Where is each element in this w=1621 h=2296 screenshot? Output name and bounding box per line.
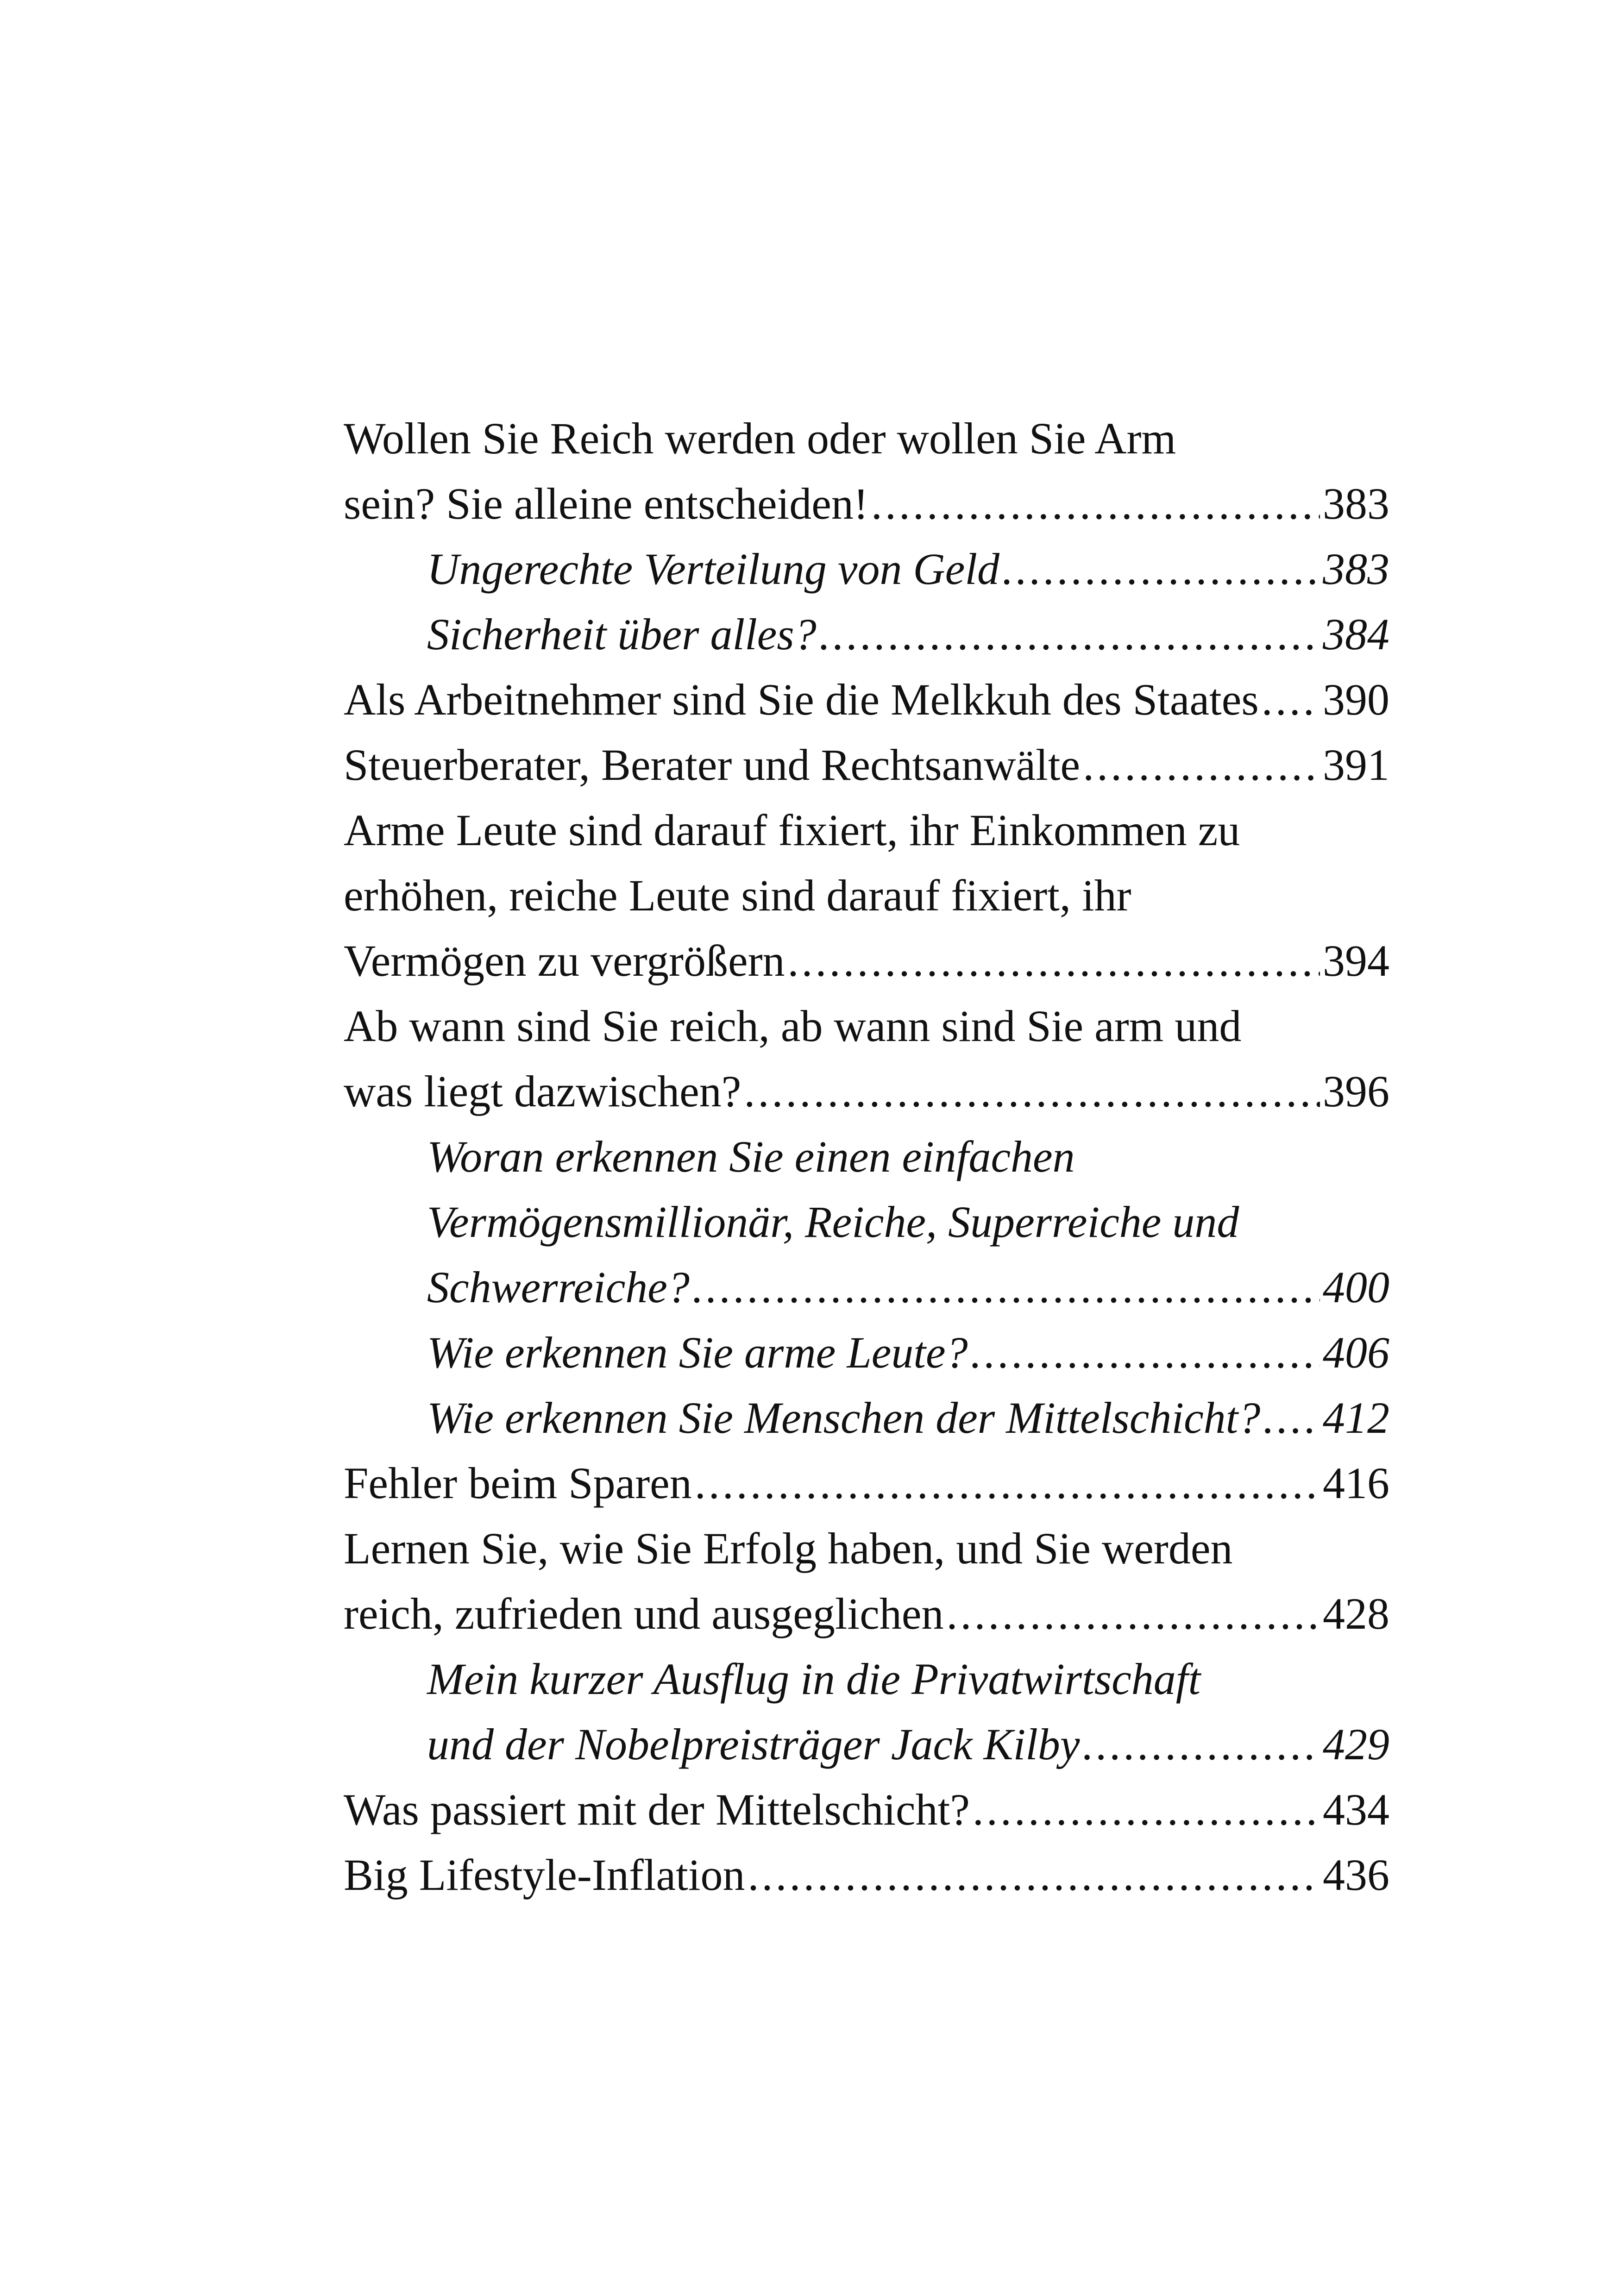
toc-entry-title: Sicherheit über alles? (427, 609, 817, 659)
dot-leader (871, 471, 1320, 536)
dot-leader (971, 1320, 1320, 1385)
toc-entry-title: reich, zufrieden und ausgeglichen (344, 1589, 944, 1638)
toc-entry-line (344, 406, 1389, 471)
toc-entry-title: Vermögen zu vergrößern (344, 936, 785, 985)
page-number: 434 (1323, 1785, 1389, 1834)
dot-leader (748, 1842, 1320, 1907)
toc-entry-title: Fehler beim Sparen (344, 1458, 692, 1508)
toc-entry-title: Steuerberater, Berater und Rechtsanwälte (344, 740, 1081, 790)
toc-entry-title: Mein kurzer Ausflug in die Privatwirtschaft (427, 1654, 1201, 1704)
toc-subentry-line (344, 1385, 1389, 1450)
dot-leader (1002, 536, 1320, 602)
dot-leader (1263, 1385, 1320, 1450)
page-number: 390 (1323, 675, 1389, 724)
dot-leader (788, 928, 1320, 993)
toc-entry-title: Woran erkennen Sie einen einfachen (427, 1132, 1075, 1181)
toc-entry-title: Was passiert mit der Mittelschicht? (344, 1785, 970, 1834)
toc-entry-title: Vermögensmillionär, Reiche, Superreiche und (427, 1197, 1239, 1247)
toc-entry-title: Wollen Sie Reich werden oder wollen Sie Arm (344, 414, 1176, 463)
toc-entry-title: Big Lifestyle-Inflation (344, 1850, 745, 1900)
dot-leader (946, 1581, 1320, 1646)
dot-leader (692, 1255, 1320, 1320)
toc-subentry-line (344, 1255, 1389, 1320)
dot-leader (744, 1059, 1320, 1124)
toc-entry-line (344, 732, 1389, 797)
page-number: 428 (1323, 1589, 1389, 1638)
toc-subentry-line (344, 602, 1389, 667)
page-number: 400 (1323, 1262, 1389, 1312)
page-number: 429 (1323, 1719, 1389, 1769)
toc-entry-title: was liegt dazwischen? (344, 1066, 741, 1116)
toc-entry-title: Wie erkennen Sie arme Leute? (427, 1328, 968, 1377)
page-number: 406 (1323, 1328, 1389, 1377)
page-number: 383 (1323, 544, 1389, 594)
page-number: 396 (1323, 1066, 1389, 1116)
toc-entry-line (344, 1777, 1389, 1842)
toc-entry-title: Wie erkennen Sie Menschen der Mittelschicht? (427, 1393, 1261, 1443)
toc-entry-title: Als Arbeitnehmer sind Sie die Melkkuh des Staates (344, 675, 1259, 724)
toc-entry-title: Schwerreiche? (427, 1262, 690, 1312)
toc-entry-line (344, 1516, 1389, 1581)
toc-entry-line (344, 928, 1389, 993)
page-number: 391 (1323, 740, 1389, 790)
toc-entry-title: sein? Sie alleine entscheiden! (344, 479, 868, 528)
dot-leader (973, 1777, 1320, 1842)
dot-leader (695, 1450, 1320, 1516)
toc-subentry-line (344, 1189, 1389, 1255)
page-number: 416 (1323, 1458, 1389, 1508)
dot-leader (1083, 732, 1320, 797)
page-number: 384 (1323, 609, 1389, 659)
toc-entry-line (344, 667, 1389, 732)
toc-subentry-line (344, 1646, 1389, 1712)
toc-entry-title: Ab wann sind Sie reich, ab wann sind Sie arm und (344, 1001, 1242, 1051)
toc-subentry-line (344, 1320, 1389, 1385)
toc-entry-line (344, 1059, 1389, 1124)
dot-leader (1083, 1712, 1320, 1777)
page-number: 436 (1323, 1850, 1389, 1900)
dot-leader (1262, 667, 1320, 732)
toc-entry-line (344, 797, 1389, 863)
toc-entry-title: und der Nobelpreisträger Jack Kilby (427, 1719, 1080, 1769)
toc-entry-line (344, 471, 1389, 536)
page-number: 394 (1323, 936, 1389, 985)
toc-entry-title: Arme Leute sind darauf fixiert, ihr Einkommen zu (344, 805, 1240, 855)
toc-entry-title: Ungerechte Verteilung von Geld (427, 544, 1000, 594)
toc-entry-title: Lernen Sie, wie Sie Erfolg haben, und Sie werden (344, 1524, 1233, 1573)
toc-subentry-line (344, 1712, 1389, 1777)
toc-subentry-line (344, 536, 1389, 602)
table-of-contents (344, 406, 1389, 1907)
page-number: 383 (1323, 479, 1389, 528)
toc-subentry-line (344, 1124, 1389, 1189)
toc-entry-line (344, 1842, 1389, 1907)
toc-entry-line (344, 1450, 1389, 1516)
toc-entry-line (344, 993, 1389, 1059)
toc-entry-line (344, 1581, 1389, 1646)
toc-entry-line (344, 863, 1389, 928)
dot-leader (819, 602, 1320, 667)
toc-entry-title: erhöhen, reiche Leute sind darauf fixiert, ihr (344, 871, 1131, 920)
page-number: 412 (1323, 1393, 1389, 1443)
